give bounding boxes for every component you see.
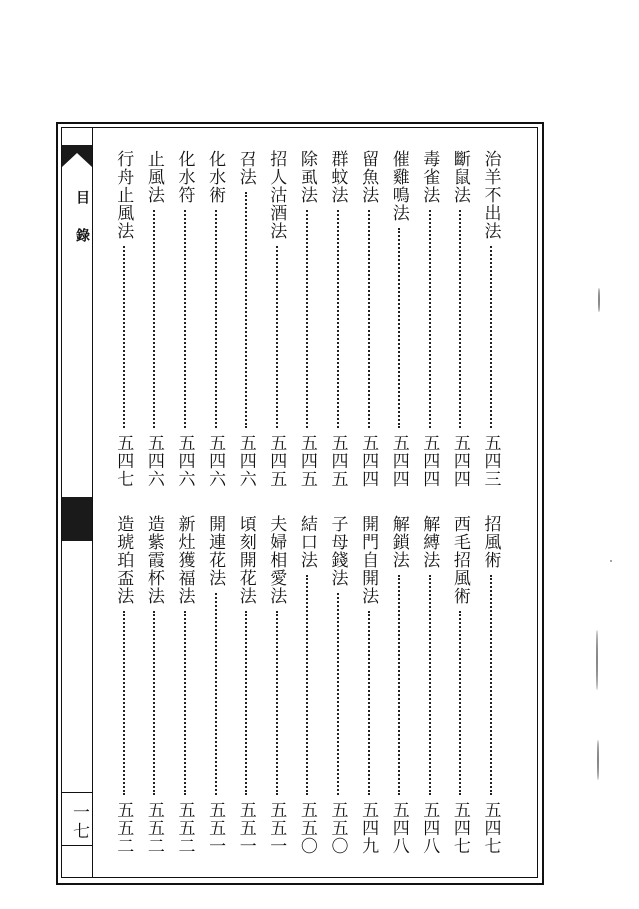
dot-leader: [245, 611, 247, 795]
toc-entry-page: 五四八: [419, 801, 440, 855]
toc-entry-title: 開門自開法: [358, 515, 379, 605]
toc-entry-page: 五四四: [419, 434, 440, 488]
dot-leader: [490, 575, 492, 795]
toc-entry: [141, 515, 167, 855]
toc-entry: [386, 150, 412, 488]
dot-leader: [429, 210, 431, 428]
dot-leader: [459, 210, 461, 428]
margin-label-lu: 錄: [74, 228, 90, 242]
dot-leader: [215, 210, 217, 428]
toc-entry-page: 五五〇: [327, 801, 348, 855]
margin-rule-lower: [62, 845, 92, 846]
toc-entry-title: 治羊不出法: [480, 150, 501, 240]
toc-entry-page: 五五〇: [296, 801, 317, 855]
dot-leader: [306, 575, 308, 795]
toc-entry-title: 招風術: [480, 515, 501, 569]
toc-entry: [386, 515, 412, 855]
dot-leader: [306, 210, 308, 428]
dot-leader: [184, 210, 186, 428]
scan-speck: [596, 630, 598, 690]
page-number: 一七: [69, 803, 89, 841]
toc-entry-title: 招人沽酒法: [266, 150, 287, 240]
toc-entry-page: 五四四: [388, 434, 409, 488]
toc-entry: [294, 515, 320, 855]
toc-entry-title: 夫婦相愛法: [266, 515, 287, 605]
toc-entry: [111, 150, 137, 488]
fish-tail-ornament-middle: [62, 497, 92, 541]
dot-leader: [429, 575, 431, 795]
toc-entry-title: 造琥珀盃法: [113, 515, 134, 605]
dot-leader: [490, 246, 492, 428]
toc-entry: [417, 150, 443, 488]
toc-entry-title: 西毛招風術: [449, 515, 470, 605]
fish-tail-ornament-top: [62, 143, 92, 169]
toc-entry: [172, 150, 198, 488]
toc-entry-page: 五四七: [449, 801, 470, 855]
toc-entry-title: 子母錢法: [327, 515, 348, 587]
toc-entry: [325, 150, 351, 488]
toc-entry: [264, 150, 290, 488]
toc-entry: [294, 150, 320, 488]
margin-label-mu: 目: [74, 190, 90, 204]
toc-entry-title: 化水術: [205, 150, 226, 204]
toc-entry-page: 五四六: [235, 434, 256, 488]
toc-entry: [356, 150, 382, 488]
toc-entry-title: 解鎖法: [388, 515, 409, 569]
dot-leader: [153, 210, 155, 428]
dot-leader: [337, 210, 339, 428]
scan-speck: [597, 740, 599, 780]
toc-entry-title: 結口法: [296, 515, 317, 569]
toc-entry: [478, 150, 504, 488]
toc-entry: [203, 515, 229, 855]
toc-entry-page: 五四六: [205, 434, 226, 488]
toc-entry: [447, 150, 473, 488]
dot-leader: [368, 611, 370, 795]
toc-entry-title: 新灶獲福法: [174, 515, 195, 605]
dot-leader: [459, 611, 461, 795]
toc-entry-page: 五五二: [113, 801, 134, 855]
toc-entry-title: 除虱法: [296, 150, 317, 204]
toc-entry: [203, 150, 229, 488]
toc-entry: [325, 515, 351, 855]
dot-leader: [368, 210, 370, 428]
toc-entry: [233, 515, 259, 855]
scan-speck: [598, 288, 600, 312]
toc-entry-title: 留魚法: [358, 150, 379, 204]
toc-entry-page: 五五二: [174, 801, 195, 855]
dot-leader: [398, 228, 400, 428]
toc-entry-title: 造紫霞杯法: [143, 515, 164, 605]
toc-entry-title: 斷鼠法: [449, 150, 470, 204]
dot-leader: [276, 611, 278, 795]
toc-entry-page: 五四五: [327, 434, 348, 488]
dot-leader: [153, 611, 155, 795]
toc-entry: [111, 515, 137, 855]
toc-entry-title: 開連花法: [205, 515, 226, 587]
toc-entry-page: 五五一: [266, 801, 287, 855]
toc-entry: [478, 515, 504, 855]
toc-entry: [172, 515, 198, 855]
dot-leader: [245, 192, 247, 428]
toc-entry-page: 五四七: [480, 801, 501, 855]
toc-entry: [356, 515, 382, 855]
toc-entry-title: 行舟止風法: [113, 150, 134, 240]
toc-entry-page: 五四九: [358, 801, 379, 855]
dot-leader: [184, 611, 186, 795]
dot-leader: [123, 611, 125, 795]
dot-leader: [123, 246, 125, 428]
toc-entry: [141, 150, 167, 488]
toc-entry-title: 催雞鳴法: [388, 150, 409, 222]
toc-entry-title: 群蚊法: [327, 150, 348, 204]
toc-entry: [447, 515, 473, 855]
toc-entry-page: 五五二: [143, 801, 164, 855]
toc-entry-page: 五四六: [174, 434, 195, 488]
toc-entry-page: 五五一: [205, 801, 226, 855]
toc-entry-title: 頃刻開花法: [235, 515, 256, 605]
toc-entry: [264, 515, 290, 855]
toc-entry-title: 化水符: [174, 150, 195, 204]
toc-entry-page: 五四五: [296, 434, 317, 488]
toc-entry-page: 五五一: [235, 801, 256, 855]
toc-entry-title: 毒雀法: [419, 150, 440, 204]
toc-entry-title: 召法: [235, 150, 256, 186]
toc-entry-title: 解縛法: [419, 515, 440, 569]
toc-entry-page: 五四四: [449, 434, 470, 488]
toc-entry-page: 五四四: [358, 434, 379, 488]
toc-entry-page: 五四七: [113, 434, 134, 488]
margin-rule-upper: [62, 792, 92, 793]
dot-leader: [398, 575, 400, 795]
dot-leader: [276, 246, 278, 428]
toc-entry-page: 五四六: [143, 434, 164, 488]
toc-entry: [233, 150, 259, 488]
toc-entry: [417, 515, 443, 855]
toc-entry-title: 止風法: [143, 150, 164, 204]
dot-leader: [337, 593, 339, 795]
toc-entry-page: 五四八: [388, 801, 409, 855]
scan-speck: [610, 560, 612, 562]
toc-entry-page: 五四五: [266, 434, 287, 488]
toc-entry-page: 五四三: [480, 434, 501, 488]
dot-leader: [215, 593, 217, 795]
